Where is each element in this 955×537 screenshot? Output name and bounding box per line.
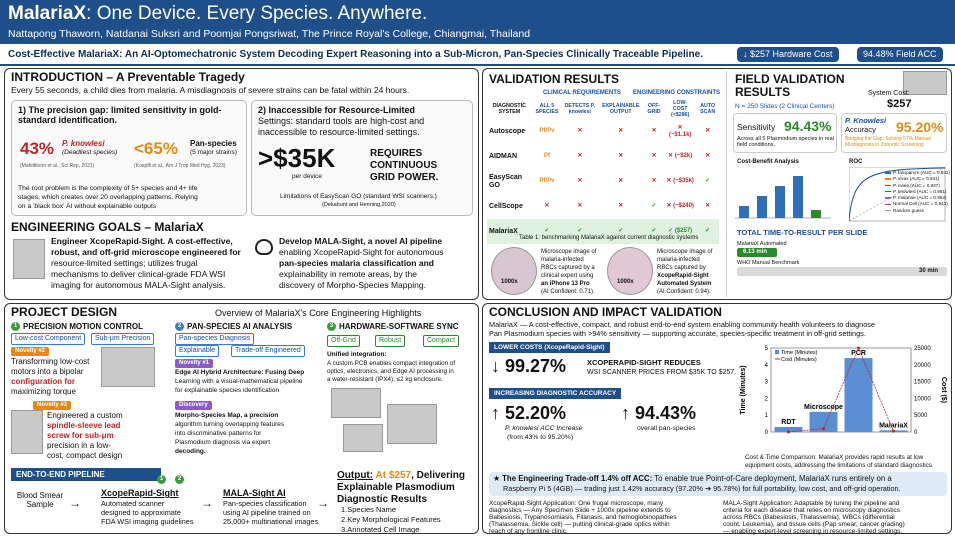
c2-tag-1: Pan-species Diagnosis — [175, 333, 254, 345]
inacc-title-1: 2) Inaccessible for Resource-Limited — [258, 105, 416, 115]
tat-malariax: MalariaX Automated — [737, 241, 787, 247]
lower-cost-text-1: XCOPERAPID-SIGHT REDUCES — [587, 358, 701, 367]
tradeoff-line-1: ★ The Engineering Trade-off 1.4% off ACC: To enable true Point-of-Care deployment, MalariaX runs entirely on a — [493, 474, 892, 483]
table-cell: Pf/Pv — [539, 128, 555, 135]
c1-text-8: precision in a low- — [47, 441, 112, 450]
goal1-line3: resource-limited settings; utilizes frugal — [51, 258, 198, 268]
table-caption: Table 1: benchmarking MalariaX against current diagnostic systems — [519, 235, 699, 241]
table-cell: ✕ — [577, 178, 583, 185]
limits-caption: Limitations of EasyScan GO (standard WSI scanners.) — [280, 193, 437, 200]
c2-text-2: Learning with a visual-mathematical pipeline — [175, 378, 303, 385]
conclusion-lead-2: Pan Plasmodium species with >94% sensitivity — supporting accurate, species-specific treatment in off-grid settings. — [489, 329, 866, 338]
table-cell: Pf/Pv — [539, 178, 555, 185]
pipeline-step2-title: MALA-Sight AI — [223, 488, 286, 498]
goal2-line2: enabling XcopeRapid-Sight for autonomous — [279, 247, 444, 257]
pk-sub: Bridging the Gap: Solving 57% Manual Misdiagnosis in Zoonotic Screening — [845, 136, 931, 148]
sens-value: 94.43% — [784, 118, 832, 134]
category-label: Microscope — [804, 403, 843, 411]
pipeline-step-icon-2: 2 — [175, 475, 184, 484]
category-label: RDT — [781, 418, 796, 426]
roc-legend-item: Normal Cell (AUC = 0.943) — [885, 201, 947, 207]
micro1-l5: an iPhone 13 Pro — [541, 281, 590, 287]
table-header: EXPLAINABLE OUTPUT — [602, 103, 640, 116]
y2-tick-label: 0 — [914, 430, 918, 436]
table-row — [487, 144, 719, 169]
lower-cost-value: ↓ 99.27% — [491, 356, 567, 376]
y-tick-label: 3 — [764, 379, 768, 386]
app1-l5: reach of any frontline clinic. — [489, 528, 568, 535]
micro1-l3: RBCs captured by a — [541, 265, 595, 271]
precision-gap-box — [11, 100, 247, 216]
roc-legend-item: P. ovale (AUC = 0.937) — [885, 183, 947, 189]
y2-tick-label: 25000 — [914, 346, 931, 352]
y-tick-label: 1 — [764, 413, 768, 420]
stat-pk-label: P. knowlesi — [62, 139, 105, 148]
table-cell-system: AIDMAN — [489, 152, 517, 160]
enclosure-photo — [387, 404, 437, 444]
col-group-engineering: ENGINEERING CONSTRAINTS — [633, 90, 721, 96]
table-cell: ✕ — [651, 178, 657, 185]
output-line-2: Explainable Plasmodium — [337, 482, 455, 493]
goal1-line4: mechanisms to deliver clinical-grade FDA WSI — [51, 269, 226, 279]
step-icon-3: 3 — [327, 322, 336, 331]
validation-title: VALIDATION RESULTS — [489, 72, 619, 86]
app1-l1: XcopeRapid-Sight Application: One frugal microscope, many — [489, 500, 664, 507]
output-item-2: 2.Key Morphological Features — [341, 515, 441, 524]
c1-text-7: screw for sub-μm — [47, 431, 114, 440]
arrow-icon-1: → — [69, 496, 81, 510]
c3-text-4: a water-resistant (IPX4), ≤2 kg enclosure. — [327, 376, 443, 383]
pk-accuracy-card — [841, 113, 947, 153]
table-cell: ✕ — [618, 203, 624, 210]
app2-l3: across RBCs (Babesiosis, Thalassemia), WBCs (differential — [723, 514, 895, 521]
table-header: AUTO SCAN — [700, 103, 716, 116]
c3-text-3: optics, electronics, and Edge AI processing in — [327, 368, 454, 375]
introduction-panel — [4, 68, 479, 300]
output-heading: Output: At $257, Delivering — [337, 470, 465, 481]
poster-header — [0, 0, 955, 44]
app1-l4: (Thalassemia, Sickle cell) — putting clinical-grade optics within — [489, 521, 670, 528]
project-design-panel — [4, 303, 479, 534]
roc-title: ROC — [849, 159, 863, 165]
table-cell-system: Autoscope — [489, 127, 526, 135]
time-bar — [845, 358, 873, 432]
leadscrew-photo — [11, 410, 43, 454]
brain-icon — [255, 239, 273, 255]
pipeline-step2-l3: 25,000+ multinational images — [223, 517, 319, 526]
table-cell: ✕ (~$35k) — [666, 178, 694, 185]
c2-title: PAN-SPECIES AI ANALYSIS — [187, 322, 293, 331]
ref-1: (Mahittikorn et al., Sci Rep, 2021) — [20, 163, 95, 169]
pipeline-step2-l2: using AI pipeline trained on — [223, 508, 311, 517]
c1-tag-2: Sub-μm Precision — [91, 333, 154, 345]
goal1-line2: robust, and off-grid microscope engineered for — [51, 247, 241, 257]
authors: Nattapong Thaworn, Natdanai Suksri and Poomjai Pongsriwat, The Prince Royal's College, Chiangmai, Thailand — [8, 28, 531, 40]
c3-text-2: A custom PCB enables compact integration of — [327, 360, 456, 367]
c1-text-5: Engineered a custom — [47, 411, 123, 420]
accuracy-pill: 94.48% Field ACC — [857, 47, 943, 62]
lower-cost-title: LOWER COSTS (XcopeRapid-Sight) — [489, 342, 610, 353]
pk-value: 95.20% — [896, 119, 944, 135]
tat-title: TOTAL TIME-TO-RESULT PER SLIDE — [737, 228, 868, 237]
stat-pan-label: Pan-species — [190, 139, 237, 148]
requires-2: CONTINUOUS — [370, 160, 438, 171]
table-cell: ✓ — [544, 228, 550, 235]
chart-caption-2: equipment costs, addressing the limitations of standard diagnostics. — [745, 462, 934, 469]
stat-pk-sub: (Deadliest species) — [62, 149, 118, 156]
roc-legend — [885, 170, 950, 214]
c2-novelty-1: Novelty #1 — [175, 359, 213, 368]
table-cell: ✕ (~$240) — [666, 203, 694, 210]
c3-tag-1: Off-Grid — [327, 335, 360, 347]
acc2-text-1: overall pan-species — [637, 425, 696, 432]
gap-body-1: The root problem is the complexity of 5+ species and 4+ life — [18, 185, 198, 192]
per-device: per device — [292, 173, 322, 180]
inacc-title-3: inaccessible to resource-limited settings. — [258, 127, 420, 137]
c2-text-4: Morpho-Species Map, a precision — [175, 412, 279, 419]
table-cell: ✕ — [705, 203, 711, 210]
pi-photo — [331, 388, 381, 418]
gap-body-3: on a 'black box' AI without explainable outputs — [18, 203, 157, 210]
lower-cost-text-2: WSI SCANNER PRICES FROM $35K TO $257. — [587, 369, 737, 376]
table-header: ALL 5 SPECIES — [535, 103, 559, 116]
accuracy-title: INCREASING DIAGNOSTIC ACCURACY — [489, 388, 621, 399]
roc-legend-item: Random guess — [885, 208, 947, 214]
tat-malariax-bar — [737, 248, 777, 257]
c1-text-3: configuration for — [11, 377, 75, 386]
gap-body-2: stages, which creates over 20 overlapping patterns. Relying — [18, 194, 198, 201]
output-line-3: Diagnostic Results — [337, 494, 428, 505]
table-cell: ✕ — [577, 153, 583, 160]
pipeline-step1-title: XcopeRapid-Sight — [101, 488, 179, 498]
table-cell: Pf — [543, 153, 550, 160]
app2-l5: — enabling expert-level screening in resource-limited settings. — [723, 528, 903, 535]
acc1-text-1: P. knowlesi ACC Increase — [505, 425, 583, 432]
big-cost: >$35K — [258, 143, 336, 173]
micro1-l1: Microscope image of — [541, 249, 597, 255]
goal2-line3: pan-species malaria classification and — [279, 258, 434, 268]
y2-axis-label: Cost ($) — [940, 376, 947, 404]
category-label: MalariaX — [879, 422, 908, 430]
c3-title: HARDWARE-SOFTWARE SYNC — [339, 322, 459, 331]
validation-panel — [482, 68, 952, 300]
cba-bar-3 — [775, 186, 785, 218]
goal2-line4: explainability in remote areas, by the — [279, 269, 417, 279]
table-header: OFF-GRID — [647, 103, 661, 116]
arrow-icon-3: → — [317, 496, 329, 510]
goal2-line1: Develop MALA-Sight, a novel AI pipeline — [279, 236, 443, 246]
table-cell: ✕ — [544, 203, 550, 210]
subtitle-bar — [0, 44, 955, 66]
legend-cost: Cost (Minutes) — [781, 357, 817, 363]
table-cell: ✕ (~$2k) — [668, 153, 693, 160]
table-cell: ✕ — [651, 153, 657, 160]
arrow-icon-2: → — [201, 496, 213, 510]
cba-bar-1 — [739, 206, 749, 218]
legend-time: Time (Minutes) — [781, 350, 818, 356]
table-cell: ✕ — [705, 128, 711, 135]
tat-who-value: 30 min — [919, 268, 939, 274]
table-cell: ✕ — [577, 203, 583, 210]
table-cell: ✓ — [705, 228, 711, 235]
cost-pill: ↓ $257 Hardware Cost — [737, 47, 839, 62]
tat-who-bar — [737, 267, 947, 276]
table-cell: ✓ — [651, 228, 657, 235]
y-tick-label: 5 — [764, 346, 768, 352]
table-cell: ✕ — [618, 128, 624, 135]
c2-tag-3: Trade-off Engineered — [231, 345, 305, 357]
c3-tag-3: Compact — [423, 335, 459, 347]
table-cell: ✕ (~$1.1k) — [668, 124, 692, 138]
goal2-line5: discovery of Morpho-Species Mapping. — [279, 280, 426, 290]
table-cell: ✕ — [651, 128, 657, 135]
y2-tick-label: 20000 — [914, 362, 931, 369]
c1-tag-1: Low-cost Component — [11, 333, 85, 345]
acc1-value: ↑ 52.20% — [491, 403, 567, 423]
table-header: DIAGNOSTIC SYSTEM — [492, 103, 526, 116]
micro-image-iphone — [491, 247, 537, 295]
table-row — [487, 119, 719, 144]
table-cell-system: EasyScan GO — [489, 173, 523, 189]
roc-legend-item: P. falciparum (AUC = 0.942) — [885, 170, 947, 176]
sens-sub: Across all 5 Plasmodium species in real field conditions. — [737, 136, 834, 149]
output-item-3: 3.Annotated Cell Image — [341, 525, 420, 534]
micro2-l4: XcopeRapid-Sight — [657, 273, 709, 279]
table-cell: ✕ — [577, 128, 583, 135]
c2-text-7: Plasmodium diagnosis via expert — [175, 439, 271, 446]
c1-novelty-3: Novelty #3 — [33, 401, 71, 410]
micro2-l1: Microscope image of — [657, 249, 713, 255]
table-cell: ✕ — [705, 153, 711, 160]
table-cell-system: MalariaX — [489, 227, 518, 235]
pk-label-1: P. Knowlesi — [845, 116, 887, 125]
table-cell: ✓ ($257) — [668, 228, 693, 235]
requires-1: REQUIRES — [370, 148, 423, 159]
tat-malariax-value: 6.13 min — [743, 249, 768, 255]
pcb-photo — [343, 424, 383, 452]
mag-label-2: 1000x — [617, 279, 634, 285]
stat-pan: <65% — [134, 139, 178, 158]
micro1-l2: malaria-infected — [541, 257, 584, 263]
goals-title: ENGINEERING GOALS – MalariaX — [11, 220, 204, 234]
ref-2: (Koepfli et al., Am J Trop Med Hyg, 2023) — [134, 163, 226, 169]
app2-l2: criteria for each disease that relies on microscopy diagnostics — [723, 507, 901, 514]
cba-bar-5 — [811, 210, 821, 218]
y-tick-label: 0 — [764, 430, 768, 436]
table-row — [487, 169, 719, 194]
micro2-l6: (AI Confident: 0.94). — [657, 289, 711, 295]
app2-l1: MALA-Sight Application: Adaptable by tuning the pipeline and — [723, 500, 900, 507]
micro2-l5: Automated System — [657, 281, 712, 287]
c1-text-1: Transforming low-cost — [11, 357, 90, 366]
table-header: DETECTS P. knowlesi — [564, 103, 596, 116]
micro2-l3: RBCs captured by — [657, 265, 706, 271]
pipeline-step2-l1: Pan-species classification — [223, 499, 307, 508]
field-n: N = 250 Slides (2 Clinical Centers) — [735, 103, 835, 110]
motor-photo — [101, 347, 155, 387]
micro-image-xcope — [607, 247, 653, 295]
y-tick-label: 2 — [764, 396, 768, 403]
benchmark-table — [487, 99, 719, 244]
divider — [726, 71, 727, 297]
microscope-photo — [13, 239, 45, 279]
c1-novelty-2: Novelty #2 — [11, 347, 49, 356]
table-cell-system: CellScope — [489, 202, 523, 210]
pk-label-2: Accuracy — [845, 125, 876, 134]
y2-tick-label: 5000 — [914, 413, 928, 420]
cba-title: Cost-Benefit Analysis — [737, 159, 799, 165]
cost-value: $257 — [887, 98, 912, 110]
output-item-1: 1.Species Name — [341, 505, 397, 514]
c1-text-2: motors into a bipolar — [11, 367, 84, 376]
legend-swatch-time — [775, 350, 779, 354]
limits-ref: (Dekahunt and Henning,2020) — [322, 202, 396, 208]
table-cell: ✓ — [705, 178, 711, 185]
micro1-l4: clinical expert using — [541, 273, 594, 279]
acc1-text-2: (from 43% to 95.20%) — [507, 434, 574, 441]
cost-benefit-chart — [735, 166, 833, 222]
y2-tick-label: 10000 — [914, 396, 931, 403]
gap-title: 1) The precision gap: limited sensitivity in gold-standard identification. — [18, 105, 222, 126]
star-icon: ★ — [493, 474, 500, 483]
cba-bar-4 — [793, 176, 803, 218]
pipeline-step1-l2: designed to approximate — [101, 508, 181, 517]
pipeline-step-icon-1: 1 — [157, 475, 166, 484]
subtitle: Cost-Effective MalariaX: An AI-Optomechatronic System Decoding Expert Reasoning into a Sub-Micron, Pan-Species Clinically Traceable Pipeline. — [8, 49, 703, 60]
c2-tag-2: Explainable — [175, 345, 219, 357]
goal1-line5: imaging for autonomous MALA-Sight analysis. — [51, 280, 226, 290]
y2-tick-label: 15000 — [914, 379, 931, 386]
app1-l2: diagnostics — Any Specimen Slide + 1000x pipeline extends to — [489, 507, 671, 514]
c3-tag-2: Robust — [375, 335, 405, 347]
micro2-l2: malaria-infected — [657, 257, 700, 263]
intro-title: INTRODUCTION – A Preventable Tragedy — [11, 70, 245, 84]
roc-legend-item: P. knowlesi (AUC = 0.951) — [885, 189, 947, 195]
roc-legend-item: P. malariae (AUC = 0.952) — [885, 195, 947, 201]
pipeline-step1-l1: Automated scanner — [101, 499, 165, 508]
c2-text-3: for explainable species identification — [175, 387, 280, 394]
conclusion-lead-1: MalariaX — A cost-effective, compact, and robust end-to-end system enabling community health volunteers to diagnose — [489, 320, 875, 329]
roc-legend-item: P. vivax (AUC = 0.941) — [885, 176, 947, 182]
micro1-l6: (AI Confident: 0.71). — [541, 289, 595, 295]
field-title-2: RESULTS — [735, 85, 791, 99]
tradeoff-line-2: Raspberry Pi 5 (4GB) — trading just 1.42% accuracy (97.20% ➔ 95.78%) for full portability, low cost, and off-grid operation. — [503, 484, 901, 493]
sensitivity-card — [733, 113, 837, 153]
pipeline-step0: Blood Smear Sample — [16, 491, 64, 510]
category-label: PCR — [851, 350, 866, 358]
table-header: LOW-COST (<$286) — [670, 100, 690, 119]
y-tick-label: 4 — [764, 362, 768, 369]
tat-who: WHO Manual Benchmark — [737, 260, 800, 266]
step-icon-1: 1 — [11, 322, 20, 331]
pipeline-title: END-TO-END PIPELINE — [11, 468, 161, 481]
c1-text-4: maximizing torque — [11, 387, 76, 396]
acc2-value: ↑ 94.43% — [621, 403, 697, 423]
table-cell: ✓ — [651, 203, 657, 210]
poster-title: MalariaX: One Device. Every Species. Anywhere. — [8, 3, 428, 24]
stat-pan-sub: (5 major strains) — [190, 149, 237, 156]
stat-pk: 43% — [20, 139, 55, 158]
field-title-1: FIELD VALIDATION — [735, 72, 845, 86]
app2-l4: count, Leukemia), and tissue cells (Pap smear, cancer grading) — [723, 521, 905, 528]
table-cell: ✕ — [618, 178, 624, 185]
pipeline-step1-l3: FDA WSI imaging guidelines — [101, 517, 194, 526]
cost-time-chart — [737, 340, 947, 452]
app1-l3: Babesiosis, Trypanosomiasis, Filariasis, and hemoglobinopathies — [489, 514, 677, 521]
c1-text-9: cost, compact design — [47, 451, 123, 460]
c1-text-6: spindle-sleeve lead — [47, 421, 121, 430]
chart-caption-1: Cost & Time Comparison: MalariaX provides rapid results at low — [745, 454, 924, 461]
tradeoff-box — [489, 472, 947, 496]
mag-label-1: 1000x — [501, 279, 518, 285]
inacc-title-2: Settings: standard tools are high-cost and — [258, 116, 425, 126]
c2-text-8: decoding. — [175, 448, 206, 455]
c2-text-5: algorithm turning overlapping features — [175, 421, 285, 428]
col-group-clinical: CLINICAL REQUIREMENTS — [543, 90, 621, 96]
requires-3: GRID POWER. — [370, 172, 439, 183]
table-cell: ✕ — [618, 153, 624, 160]
goal1-line1: Engineer XcopeRapid-Sight. A cost-effective, — [51, 236, 233, 246]
step-icon-2: 2 — [175, 322, 184, 331]
intro-lead: Every 55 seconds, a child dies from malaria. A misdiagnosis of severe strains can be fatal within 24 hours. — [11, 85, 410, 95]
c2-discovery: Discovery — [175, 401, 212, 410]
c1-title: PRECISION MOTION CONTROL — [23, 322, 143, 331]
y-axis-label: Time (Minutes) — [740, 365, 747, 415]
c3-text-1: Unified integration: — [327, 351, 387, 358]
conclusion-title: CONCLUSION AND IMPACT VALIDATION — [489, 305, 722, 319]
c2-text-6: into discriminative patterns for — [175, 430, 262, 437]
design-title: PROJECT DESIGN — [11, 305, 118, 319]
table-cell: ✓ — [577, 228, 583, 235]
cost-label: System Cost: — [868, 90, 910, 97]
cba-bar-2 — [757, 196, 767, 218]
design-overview: Overview of MalariaX's Core Engineering Highlights — [215, 308, 422, 318]
table-cell: ✓ — [618, 228, 624, 235]
sens-label: Sensitivity — [737, 122, 776, 132]
conclusion-panel — [482, 303, 952, 534]
table-row — [487, 194, 719, 219]
inaccessible-box — [251, 100, 473, 216]
c2-text-1: Edge AI Hybrid Architecture: Fusing Deep — [175, 369, 305, 376]
